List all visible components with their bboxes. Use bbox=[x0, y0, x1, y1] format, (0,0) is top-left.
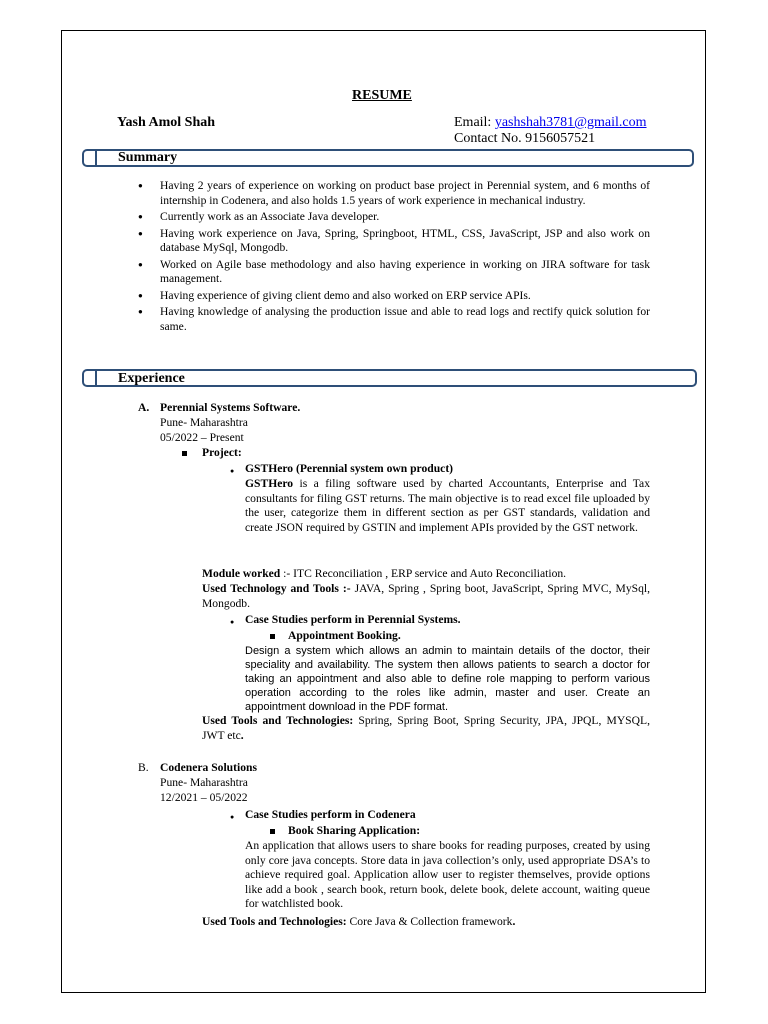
company-name: Codenera Solutions bbox=[160, 761, 257, 774]
project-name: GSTHero (Perennial system own product) bbox=[245, 462, 454, 475]
case-study-description: An application that allows users to share books for reading purposes, created by using only core java concepts. Store data in java collection’s only, used appropriate DSA’s to achieve required goal. Application allow user to register themselves, provide options like add a book , search book, return book, delete book, delete account, waiting queue for watchlisted book. bbox=[245, 839, 650, 910]
email-line bbox=[454, 115, 647, 131]
summary-item: ● Having knowledge of analysing the production issue and able to read logs and rectify quick solution for same. bbox=[138, 305, 650, 334]
summary-item: ● Having experience of giving client demo and also worked on ERP service APIs. bbox=[138, 289, 650, 304]
email-label: Email: bbox=[454, 115, 495, 130]
module-worked bbox=[202, 567, 650, 582]
tools-text: Core Java & Collection framework bbox=[346, 915, 513, 928]
project-description bbox=[245, 477, 650, 535]
summary-item: ● Worked on Agile base methodology and also having experience in working on JIRA software for task management. bbox=[138, 258, 650, 287]
project-lead: GSTHero bbox=[245, 477, 294, 490]
employment-dates: 12/2021 – 05/2022 bbox=[160, 791, 248, 804]
case-study-heading: Case Studies perform in Codenera bbox=[245, 808, 416, 821]
summary-item: ● Having work experience on Java, Spring, Springboot, HTML, CSS, JavaScript, JSP and also work on database MySql, Mongodb. bbox=[138, 227, 650, 256]
summary-heading: Summary bbox=[118, 150, 178, 165]
company-location: Pune- Maharashtra bbox=[160, 776, 248, 789]
experience-bar-tick bbox=[95, 369, 97, 387]
tools-text: Spring, Spring Boot, Spring Security, JPA, JPQL, MYSQL, JWT etc bbox=[202, 714, 650, 742]
summary-list bbox=[138, 179, 650, 336]
bullet-icon bbox=[230, 809, 234, 825]
square-bullet-icon bbox=[182, 451, 187, 456]
tech-label: Used Technology and Tools :- bbox=[202, 582, 351, 595]
module-label: Module worked bbox=[202, 567, 281, 580]
company-name: Perennial Systems Software. bbox=[160, 401, 301, 414]
used-tools bbox=[202, 714, 650, 743]
candidate-name: Yash Amol Shah bbox=[117, 115, 216, 130]
tech-text: JAVA, Spring , Spring boot, JavaScript, Spring MVC, MySql, Mongodb. bbox=[202, 582, 650, 610]
summary-item: ● Currently work as an Associate Java developer. bbox=[138, 210, 650, 225]
case-study-title: Book Sharing Application: bbox=[288, 824, 421, 837]
square-bullet-icon bbox=[270, 634, 275, 639]
resume-page bbox=[61, 30, 706, 993]
module-text: :- ITC Reconciliation , ERP service and Auto Reconciliation. bbox=[280, 567, 567, 580]
company-location: Pune- Maharashtra bbox=[160, 416, 248, 429]
square-bullet-icon bbox=[270, 829, 275, 834]
tools-end: . bbox=[512, 915, 516, 928]
job-marker: B. bbox=[138, 761, 149, 774]
used-tools bbox=[202, 915, 650, 930]
contact-number: Contact No. 9156057521 bbox=[454, 131, 596, 146]
case-study-heading: Case Studies perform in Perennial Systems. bbox=[245, 613, 461, 626]
tools-label: Used Tools and Technologies: bbox=[202, 714, 354, 727]
bullet-icon bbox=[230, 614, 234, 630]
case-study-description: Design a system which allows an admin to maintain details of the doctor, their speciality and availability. The system then allows patients to search a doctor for taking an appointment and also able to define role mapping to perform various operation according to the roles like admin, master and user. Create an appointment download in the PDF format. bbox=[245, 645, 650, 713]
used-technology bbox=[202, 582, 650, 611]
case-study-title: Appointment Booking. bbox=[288, 629, 401, 642]
summary-bar-tick bbox=[95, 149, 97, 167]
project-label: Project: bbox=[202, 446, 242, 459]
experience-heading: Experience bbox=[118, 371, 185, 386]
job-marker: A. bbox=[138, 401, 150, 414]
resume-title: RESUME bbox=[352, 88, 412, 103]
tools-label: Used Tools and Technologies: bbox=[202, 915, 347, 928]
employment-dates: 05/2022 – Present bbox=[160, 431, 244, 444]
summary-item: ● Having 2 years of experience on working on product base project in Perennial system, and 6 months of internship in Codenera, and also holds 1.5 years of work experience in mechanical industry. bbox=[138, 179, 650, 208]
tools-end: . bbox=[240, 728, 244, 742]
email-link[interactable]: yashshah3781@gmail.com bbox=[494, 115, 647, 130]
bullet-icon bbox=[230, 463, 234, 479]
project-desc-text: is a filing software used by charted Accountants, Enterprise and Tax consultants for filing GST returns. The main objective is to read excel file uploaded by the user, categorize them in different section as per GST standards, validation and create JSON required by GSTIN and implement APIs provided by the GST network. bbox=[245, 477, 650, 534]
